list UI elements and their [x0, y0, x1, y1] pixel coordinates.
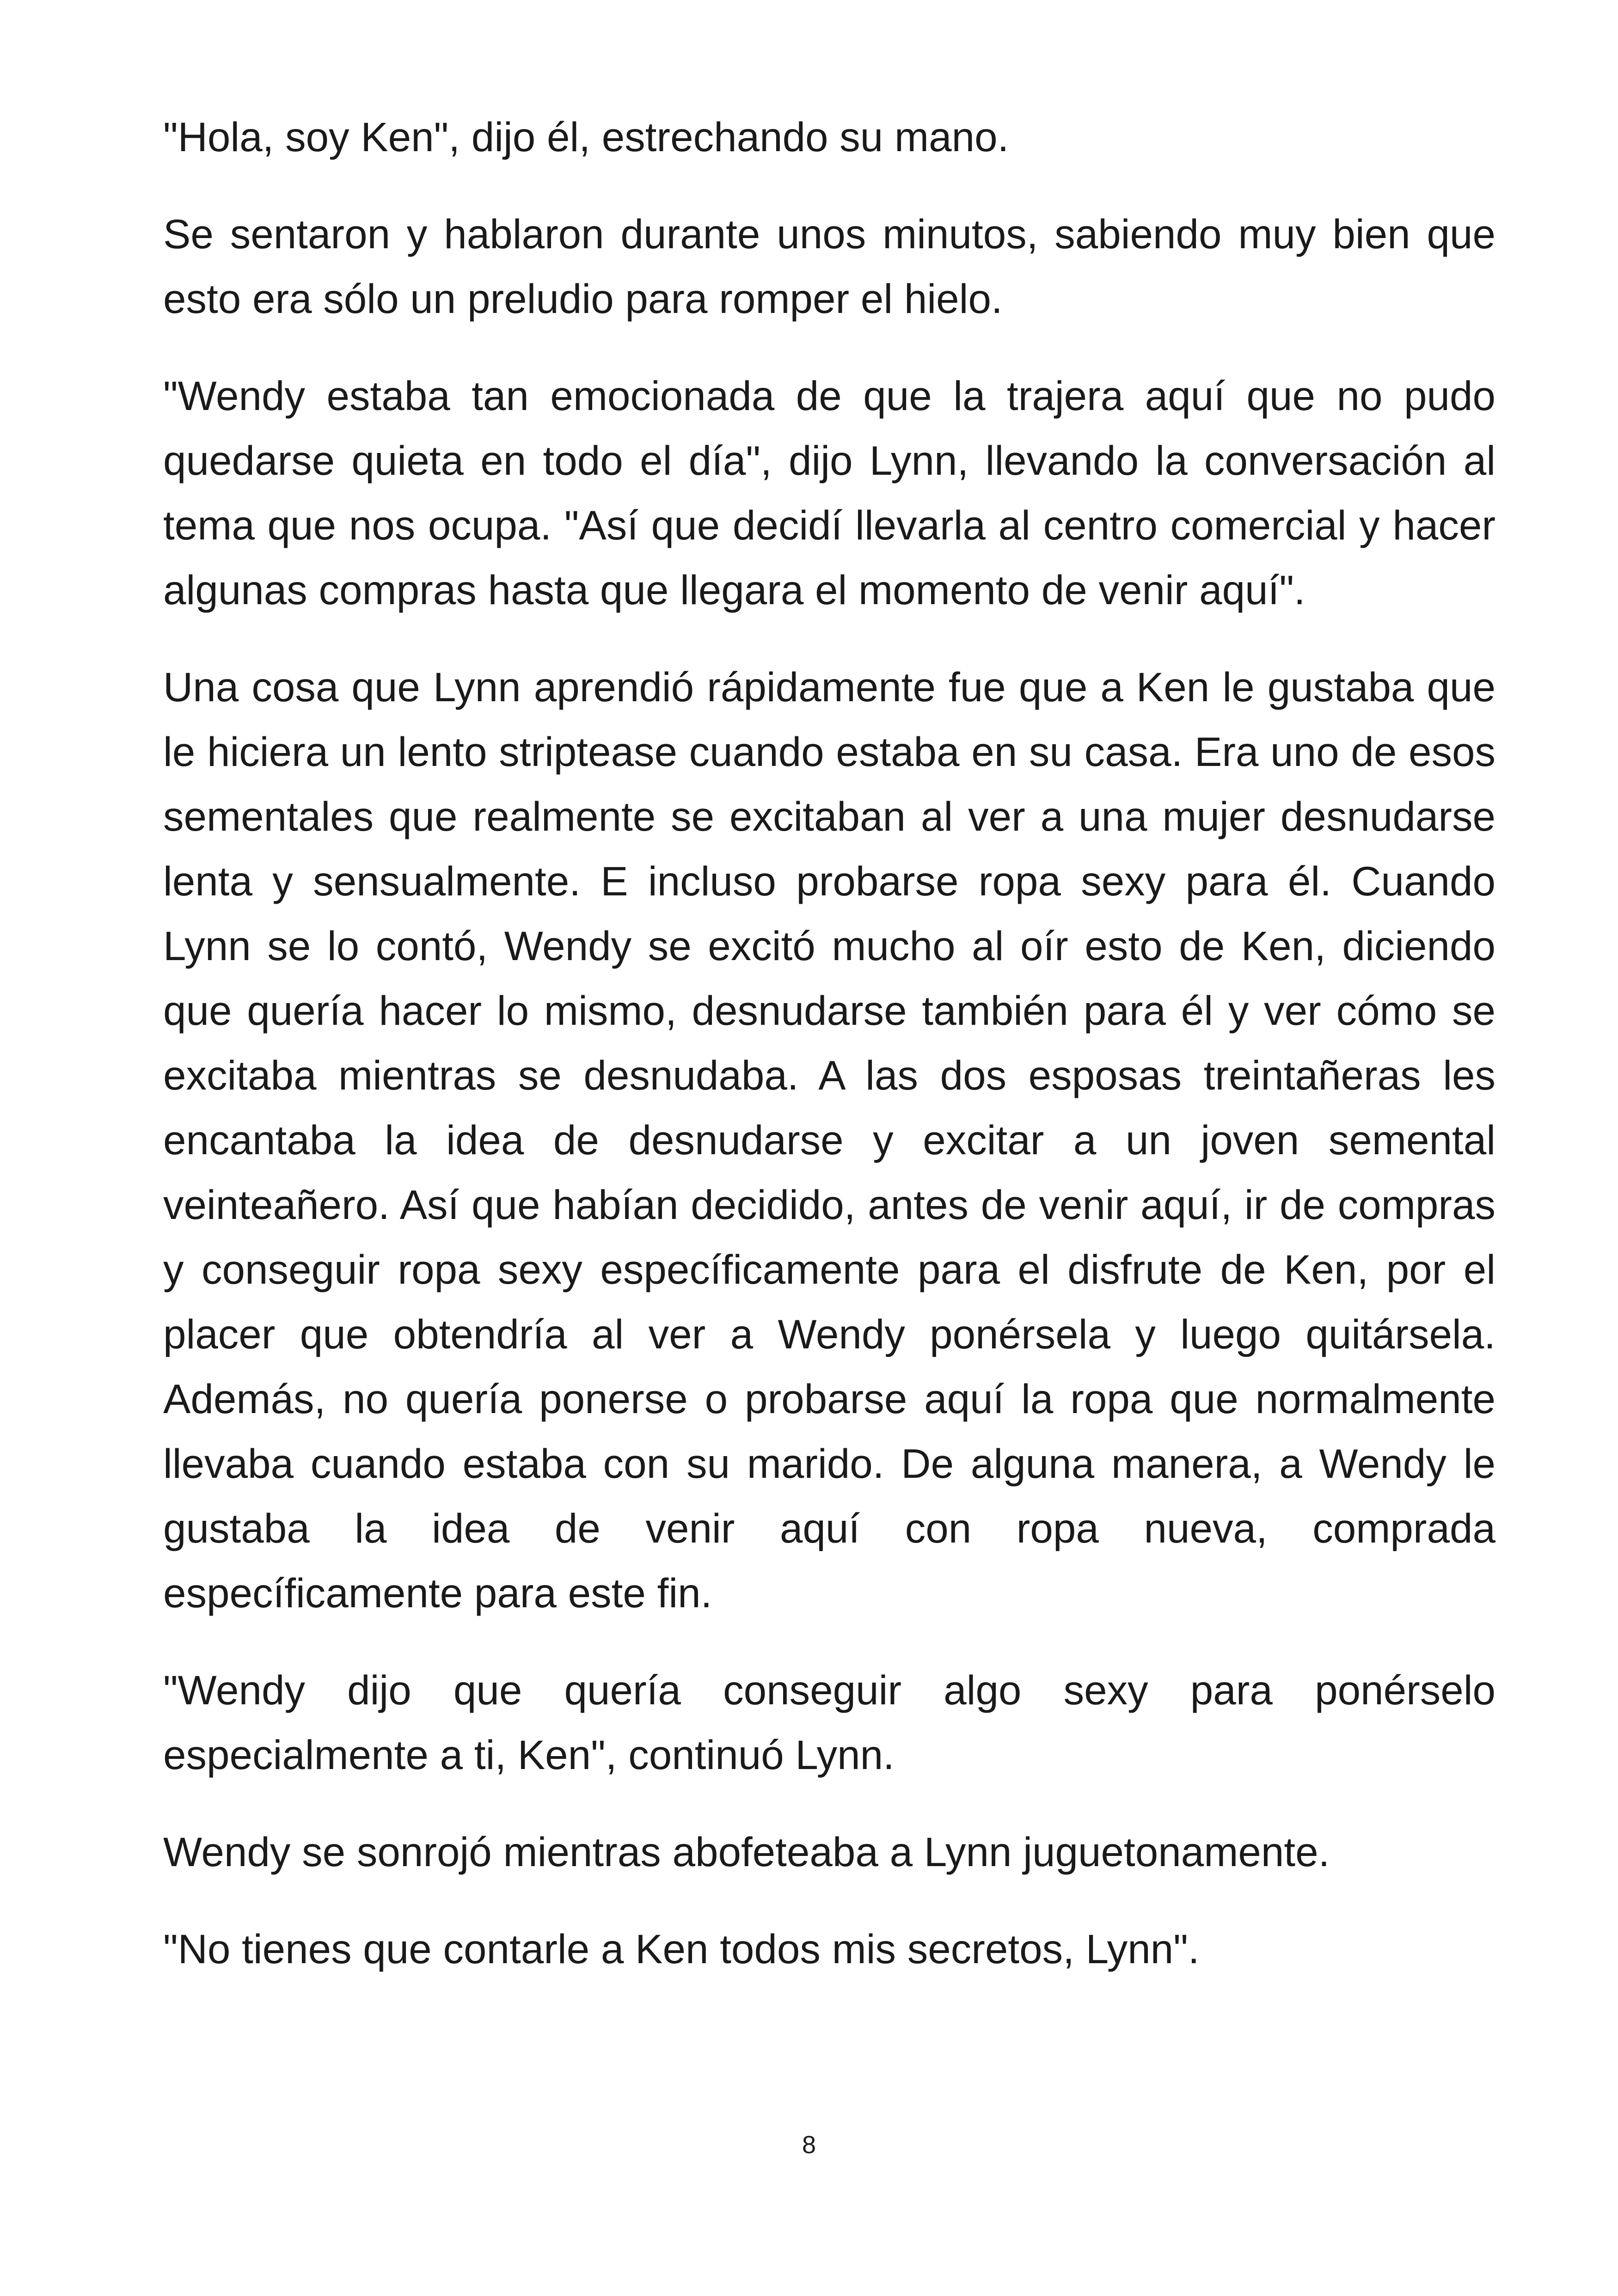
paragraph: Una cosa que Lynn aprendió rápidamente fue que a Ken le gustaba que le hiciera un lento striptease cuando estaba en su casa. Era uno de esos sementales que realmente se excitaban al ver a una mujer desnudarse lenta y sensualmente. E incluso probarse ropa sexy para él. Cuando Lynn se lo contó, Wendy se excitó mucho al oír esto de Ken, diciendo que quería hacer lo mismo, desnudarse también para él y ver cómo se excitaba mientras se desnudaba. A las dos esposas treintañeras les encantaba la idea de desnudarse y excitar a un joven semental veinteañero. Así que habían decidido, antes de venir aquí, ir de compras y conseguir ropa sexy específicamente para el disfrute de Ken, por el placer que obtendría al ver a Wendy ponérsela y luego quitársela. Además, no quería ponerse o probarse aquí la ropa que normalmente llevaba cuando estaba con su marido. De alguna manera, a Wendy le gustaba la idea de venir aquí con ropa nueva, comprada específicamente para este fin.	[163, 664, 1495, 1616]
paragraph: Wendy se sonrojó mientras abofeteaba a Lynn juguetonamente.	[163, 1829, 1330, 1875]
paragraph: "Hola, soy Ken", dijo él, estrechando su mano.	[163, 114, 1009, 160]
paragraph: "Wendy estaba tan emocionada de que la trajera aquí que no pudo quedarse quieta en todo el día", dijo Lynn, llevando la conversación al tema que nos ocupa. "Así que decidí llevarla al centro comercial y hacer algunas compras hasta que llegara el momento de venir aquí".	[163, 373, 1495, 613]
paragraph: "Wendy dijo que quería conseguir algo sexy para ponérselo especialmente a ti, Ken", continuó Lynn.	[163, 1667, 1495, 1778]
page-body	[163, 104, 1495, 1981]
page-number: 8	[802, 2131, 816, 2159]
paragraph: "No tienes que contarle a Ken todos mis secretos, Lynn".	[163, 1926, 1200, 1972]
paragraph: Se sentaron y hablaron durante unos minutos, sabiendo muy bien que esto era sólo un preludio para romper el hielo.	[163, 211, 1495, 322]
